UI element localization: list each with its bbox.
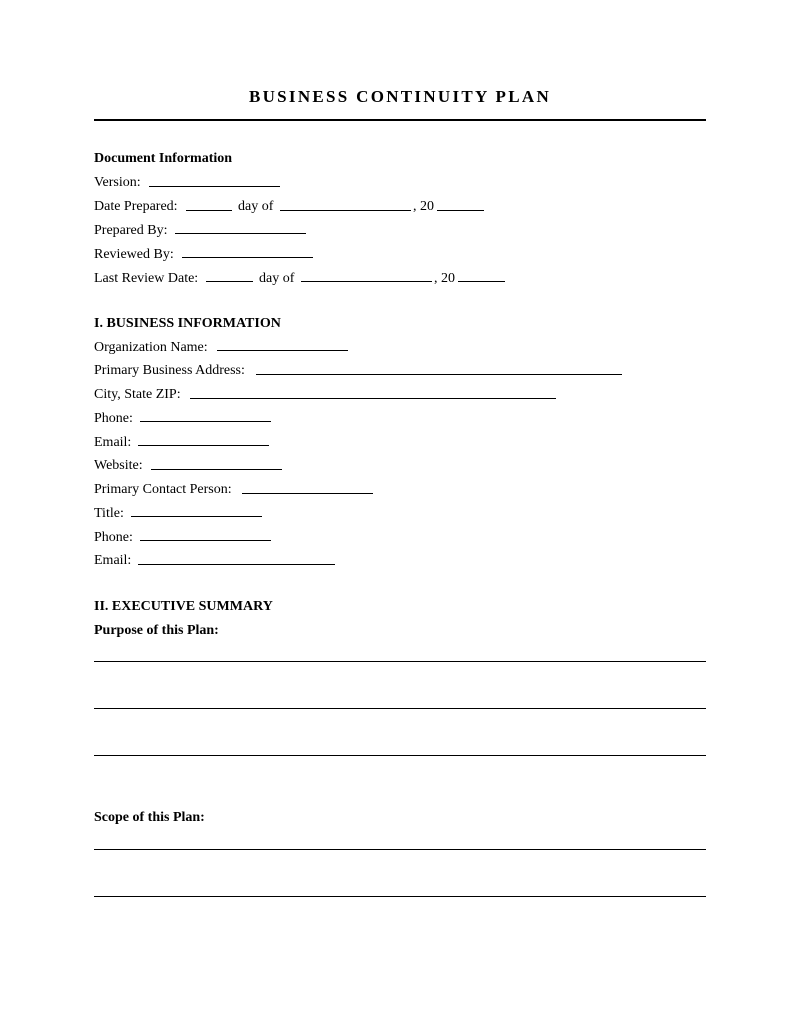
prepared-by-label: Prepared By: <box>94 223 168 238</box>
contact-phone-field[interactable] <box>140 540 271 541</box>
purpose-of-plan-label: Purpose of this Plan: <box>94 623 219 638</box>
reviewed-by-field[interactable] <box>182 257 313 258</box>
last-review-year-field[interactable] <box>458 281 505 282</box>
prepared-by-field[interactable] <box>175 233 306 234</box>
title-divider <box>94 119 706 121</box>
last-review-date-label: Last Review Date: <box>94 271 199 286</box>
last-review-day-field[interactable] <box>206 281 253 282</box>
primary-business-address-label: Primary Business Address: <box>94 363 245 378</box>
date-prepared-year-field[interactable] <box>437 210 484 211</box>
email-field[interactable] <box>138 445 269 446</box>
version-field[interactable] <box>149 186 280 187</box>
primary-contact-person-field[interactable] <box>242 493 373 494</box>
scope-writing-line[interactable] <box>94 896 706 897</box>
purpose-writing-line[interactable] <box>94 661 706 662</box>
purpose-writing-line[interactable] <box>94 755 706 756</box>
date-prepared-year-prefix: , 20 <box>413 199 434 214</box>
date-prepared-month-field[interactable] <box>280 210 411 211</box>
city-state-zip-label: City, State ZIP: <box>94 387 181 402</box>
organization-name-label: Organization Name: <box>94 340 208 355</box>
last-review-month-field[interactable] <box>301 281 432 282</box>
contact-email-label: Email: <box>94 553 132 568</box>
primary-contact-person-label: Primary Contact Person: <box>94 482 232 497</box>
phone-field[interactable] <box>140 421 271 422</box>
scope-writing-line[interactable] <box>94 849 706 850</box>
contact-phone-label: Phone: <box>94 530 133 545</box>
business-information-heading: I. BUSINESS INFORMATION <box>94 316 281 331</box>
contact-title-field[interactable] <box>131 516 262 517</box>
contact-title-label: Title: <box>94 506 124 521</box>
contact-email-field[interactable] <box>138 564 335 565</box>
date-prepared-day-of-label: day of <box>238 199 274 214</box>
scope-of-plan-label: Scope of this Plan: <box>94 810 205 825</box>
last-review-day-of-label: day of <box>259 271 295 286</box>
date-prepared-day-field[interactable] <box>186 210 232 211</box>
last-review-year-prefix: , 20 <box>434 271 455 286</box>
date-prepared-label: Date Prepared: <box>94 199 178 214</box>
organization-name-field[interactable] <box>217 350 348 351</box>
city-state-zip-field[interactable] <box>190 398 556 399</box>
website-field[interactable] <box>151 469 282 470</box>
purpose-writing-line[interactable] <box>94 708 706 709</box>
reviewed-by-label: Reviewed By: <box>94 247 174 262</box>
document-information-heading: Document Information <box>94 151 233 166</box>
primary-business-address-field[interactable] <box>256 374 622 375</box>
document-title: BUSINESS CONTINUITY PLAN <box>248 87 552 106</box>
version-label: Version: <box>94 175 141 190</box>
phone-label: Phone: <box>94 411 133 426</box>
executive-summary-heading: II. EXECUTIVE SUMMARY <box>94 599 273 614</box>
website-label: Website: <box>94 458 143 473</box>
email-label: Email: <box>94 435 132 450</box>
